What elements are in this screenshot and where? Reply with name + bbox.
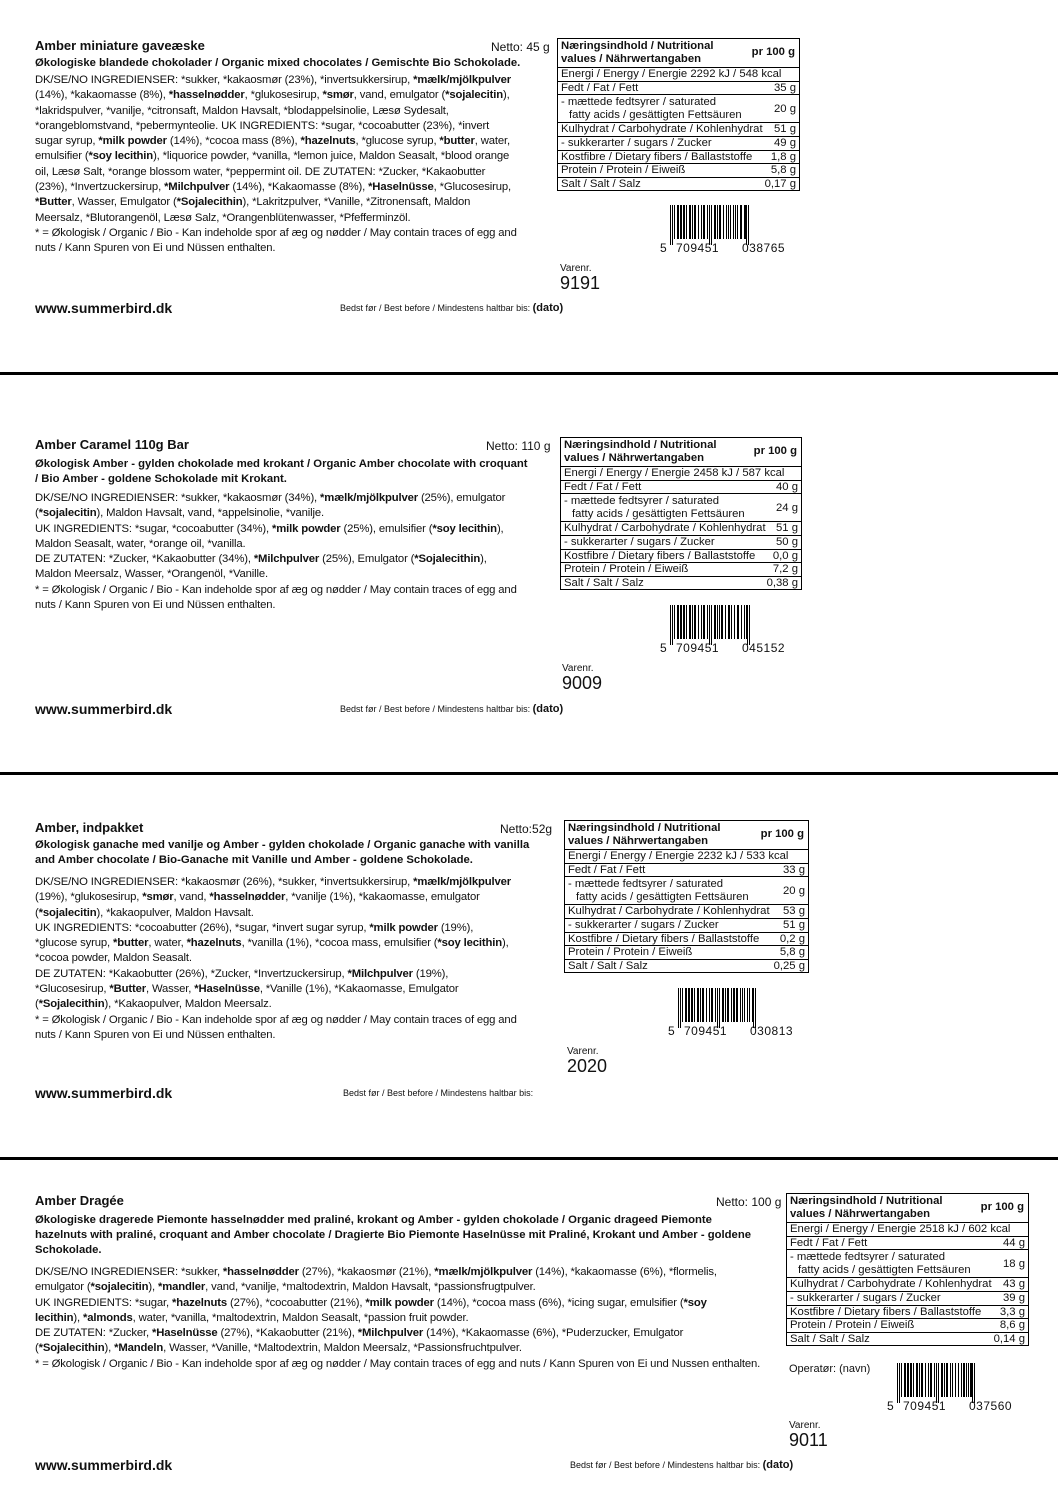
per-100g: pr 100 g <box>753 445 797 457</box>
nutrition-header-line: values / Nährwertangaben <box>564 451 705 464</box>
nutrition-label: - sukkerarter / sugars / Zucker <box>568 918 719 931</box>
product-label-3 <box>0 775 1058 1157</box>
website-link[interactable]: www.summerbird.dk <box>35 300 173 316</box>
nutrition-table <box>557 38 800 191</box>
best-before <box>340 703 563 715</box>
nutrition-value: 0,38 g <box>766 576 798 589</box>
barcode-digits-right: 037560 <box>969 1399 1013 1413</box>
per-100g: pr 100 g <box>751 46 795 58</box>
nutrition-label: Protein / Protein / Eiweiß <box>790 1319 915 1332</box>
nutrition-value: 18 g <box>1003 1257 1025 1270</box>
ingredient-line: * = Økologisk / Organic / Bio - Kan indeholde spor af æg og nødder / May contain traces of egg and nuts / Kann Spuren von Ei und Nussen enthalten. <box>35 1357 761 1370</box>
subtitle-line: Økologiske blandede chokolader / Organic mixed chocolates / Gemischte Bio Schokolade. <box>35 57 521 69</box>
ingredient-line: * = Økologisk / Organic / Bio - Kan indeholde spor af æg og nødder / May contain traces of egg and <box>35 226 517 239</box>
ingredient-line: (*sojalecitin), *kakaopulver, Maldon Havsalt. <box>35 906 254 919</box>
barcode-digits-right: 045152 <box>742 641 786 655</box>
barcode <box>887 1363 1029 1415</box>
nutrition-value: 0,2 g <box>779 932 805 945</box>
subtitle-line: Økologiske dragerede Piemonte hasselnødder med praliné, krokant og Amber - gylden chokolade / Organic drageed Piemonte <box>35 1214 712 1226</box>
nutrition-row <box>561 550 801 564</box>
nutrition-value: 24 g <box>776 501 798 514</box>
barcode-bars <box>678 988 810 1022</box>
nutrition-row <box>561 536 801 550</box>
ingredient-line: DK/SE/NO INGREDIENSER: *sukker, *kakaosmør (34%), *mælk/mjölkpulver (25%), emulgator <box>35 492 506 504</box>
nutrition-header-line: Næringsindhold / Nutritional <box>564 439 717 451</box>
nutrition-value: 3,3 g <box>999 1305 1025 1318</box>
net-weight: Netto: 100 g <box>716 1195 782 1209</box>
nutrition-table <box>560 437 802 590</box>
nutrition-value: 5,8 g <box>770 164 796 177</box>
barcode-digit-first: 5 <box>887 1399 895 1413</box>
nutrition-label: Energi / Energy / Energie 2232 kJ / 533 kcal <box>568 850 789 863</box>
nutrition-table <box>564 820 809 973</box>
barcode-bars <box>670 605 802 639</box>
nutrition-label: Protein / Protein / Eiweiß <box>568 946 693 959</box>
nutrition-label: - mættede fedtsyrer / saturated fatty acids / gesättigten Fettsäuren <box>568 878 749 903</box>
subtitle-line: Økologisk ganache med vanilje og Amber - gylden chokolade / Organic ganache with vanilla <box>35 839 530 851</box>
item-number-label: Varenr. <box>567 1046 599 1057</box>
nutrition-label: Energi / Energy / Energie 2292 kJ / 548 kcal <box>561 68 782 81</box>
nutrition-label: Fedt / Fat / Fett <box>564 480 642 493</box>
product-subtitle <box>35 838 565 868</box>
subtitle-line: hazelnuts with praliné, croquant and Amber chocolate / Dragierte Bio Piemonte Haselnüsse mit Praliné, Krokant und Amber - goldene <box>35 1229 752 1241</box>
nutrition-value: 0,14 g <box>993 1332 1025 1345</box>
nutrition-row <box>558 68 799 82</box>
nutrition-label: - mættede fedtsyrer / saturated fatty acids / gesättigten Fettsäuren <box>561 96 742 121</box>
ingredient-line: nuts / Kann Spuren von Ei und Nüssen enthalten. <box>35 599 276 612</box>
nutrition-value: 44 g <box>1003 1236 1025 1249</box>
nutrition-row <box>787 1237 1028 1251</box>
nutrition-label: Energi / Energy / Energie 2518 kJ / 602 kcal <box>790 1223 1011 1236</box>
nutrition-row <box>561 494 801 522</box>
nutrition-row <box>787 1223 1028 1237</box>
nutrition-label: - mættede fedtsyrer / saturated fatty acids / gesättigten Fettsäuren <box>564 495 745 520</box>
nutrition-value: 51 g <box>774 123 796 136</box>
item-number <box>567 1046 607 1075</box>
ingredient-line: * = Økologisk / Organic / Bio - Kan indeholde spor af æg og nødder / May contain traces of egg and <box>35 583 517 596</box>
item-number-value: 9191 <box>560 273 601 293</box>
subtitle-line: / Bio Amber - goldene Schokolade mit Krokant. <box>35 473 287 485</box>
nutrition-value: 39 g <box>1003 1291 1025 1304</box>
nutrition-header-line: Næringsindhold / Nutritional <box>790 1195 943 1207</box>
nutrition-value: 53 g <box>783 905 805 918</box>
subtitle-line: and Amber chocolate / Bio-Ganache mit Vanille und Amber - goldene Schokolade. <box>35 854 473 866</box>
nutrition-label: - mættede fedtsyrer / saturated fatty acids / gesättigten Fettsäuren <box>790 1251 971 1276</box>
net-weight: Netto: 45 g <box>491 40 550 54</box>
nutrition-value: 51 g <box>776 522 798 535</box>
best-before-value: (dato) <box>532 703 564 715</box>
nutrition-value: 49 g <box>774 136 796 149</box>
nutrition-row <box>561 577 801 590</box>
barcode-digit-first: 5 <box>660 241 668 255</box>
ingredient-line: (23%), *Invertzuckersirup, *Milchpulver (14%), *Kakaomasse (8%), *Haselnüsse, *Glucosesirup, <box>35 181 511 194</box>
nutrition-value: 51 g <box>783 918 805 931</box>
nutrition-header <box>787 1194 1028 1223</box>
best-before-value: (dato) <box>762 1459 794 1471</box>
ingredients <box>35 1265 785 1372</box>
nutrition-row <box>565 946 808 960</box>
nutrition-header-line: values / Nährwertangaben <box>568 834 709 847</box>
ingredient-line: Maldon Seasalt, water, *orange oil, *vanilla. <box>35 537 246 550</box>
barcode-digits-left: 709451 <box>676 241 720 255</box>
nutrition-label: Kulhydrat / Carbohydrate / Kohlenhydrat <box>561 123 763 136</box>
ingredient-line: DE ZUTATEN: *Zucker, *Haselnüsse (27%), *Kakaobutter (21%), *Milchpulver (14%), *Kakaomasse (6%), *Puderzucker, Emulgator <box>35 1327 684 1340</box>
nutrition-value: 0,17 g <box>764 177 796 190</box>
best-before-label: Bedst før / Best before / Mindestens haltbar bis: <box>340 704 531 714</box>
best-before-label: Bedst før / Best before / Mindestens haltbar bis: <box>340 303 531 313</box>
nutrition-row <box>558 82 799 96</box>
nutrition-row <box>558 151 799 165</box>
operator-field: Operatør: (navn) <box>789 1363 871 1375</box>
ingredient-line: DE ZUTATEN: *Kakaobutter (26%), *Zucker, *Invertzuckersirup, *Milchpulver (19%), <box>35 967 449 980</box>
nutrition-value: 7,2 g <box>772 563 798 576</box>
nutrition-label: - sukkerarter / sugars / Zucker <box>561 136 712 149</box>
nutrition-label: - sukkerarter / sugars / Zucker <box>790 1291 941 1304</box>
ingredient-line: *cocoa powder, Maldon Seasalt. <box>35 952 192 965</box>
product-label-4 <box>0 1160 1058 1497</box>
nutrition-row <box>561 467 801 481</box>
nutrition-label: Kostfibre / Dietary fibers / Ballaststoffe <box>564 549 756 562</box>
ingredient-line: UK INGREDIENTS: *cocoabutter (26%), *sugar, *invert sugar syrup, *milk powder (19%), <box>35 921 474 934</box>
nutrition-row <box>558 95 799 123</box>
product-label-1 <box>0 0 1058 372</box>
barcode-digits-right: 030813 <box>750 1024 794 1038</box>
nutrition-label: Kulhydrat / Carbohydrate / Kohlenhydrat <box>564 522 766 535</box>
nutrition-label: Salt / Salt / Salz <box>568 959 648 972</box>
ingredient-line: (*sojalecitin), Maldon Havsalt, vand, *appelsinolie, *vanilje. <box>35 507 324 520</box>
product-title: Amber Caramel 110g Bar <box>35 437 189 452</box>
barcode-bars <box>670 205 800 239</box>
subtitle-line: Økologisk Amber - gylden chokolade med krokant / Organic Amber chocolate with croquant <box>35 458 528 470</box>
website-link[interactable]: www.summerbird.dk <box>35 701 173 717</box>
ingredient-line: emulgator (*sojalecitin), *mandler, vand, *vanilje, *maltodextrin, Maldon Havsalt, *passionsfrugtpulver. <box>35 1281 536 1294</box>
best-before-label: Bedst før / Best before / Mindestens haltbar bis: <box>570 1460 761 1470</box>
item-number-value: 9011 <box>789 1430 828 1450</box>
nutrition-label: Salt / Salt / Salz <box>561 177 641 190</box>
ingredients <box>35 875 565 1043</box>
item-number-label: Varenr. <box>560 263 592 274</box>
nutrition-header-line: Næringsindhold / Nutritional <box>561 40 714 52</box>
barcode <box>660 205 800 257</box>
nutrition-header-line: values / Nährwertangaben <box>790 1207 931 1220</box>
best-before <box>340 302 563 314</box>
item-number <box>560 263 600 292</box>
nutrition-row <box>565 850 808 864</box>
net-weight: Netto: 110 g <box>486 439 551 453</box>
nutrition-row <box>787 1250 1028 1278</box>
nutrition-value: 20 g <box>774 102 796 115</box>
barcode-digits-left: 709451 <box>676 641 720 655</box>
nutrition-value: 8,6 g <box>999 1319 1025 1332</box>
per-100g: pr 100 g <box>760 828 804 840</box>
nutrition-row <box>565 877 808 905</box>
ingredient-line: sugar syrup, *milk powder (14%), *cocoa mass (8%), *hazelnuts, *glucose syrup, *butter, water, <box>35 135 510 148</box>
nutrition-value: 1,8 g <box>770 150 796 163</box>
barcode-digit-first: 5 <box>668 1024 676 1038</box>
ingredient-line: lecithin), *almonds, water, *vanilla, *maltodextrin, Maldon Seasalt, *passion fruit powder. <box>35 1311 469 1324</box>
nutrition-value: 33 g <box>783 863 805 876</box>
ingredient-line: *lakridspulver, *vanilje, *citronsaft, Maldon Havsalt, *blodappelsinolie, Læsø Sydesalt, <box>35 104 449 117</box>
barcode <box>660 605 802 657</box>
nutrition-row <box>561 481 801 495</box>
ingredient-line: nuts / Kann Spuren von Ei und Nüssen enthalten. <box>35 1028 276 1041</box>
nutrition-value: 20 g <box>783 884 805 897</box>
item-number <box>562 663 602 692</box>
ingredient-line: *glucose syrup, *butter, water, *hazelnuts, *vanilla (1%), *cocoa mass, emulsifier (*soy lecithin), <box>35 937 509 950</box>
nutrition-label: Energi / Energy / Energie 2458 kJ / 587 kcal <box>564 467 785 480</box>
best-before <box>343 1087 533 1099</box>
nutrition-row <box>787 1306 1028 1320</box>
nutrition-row <box>558 137 799 151</box>
nutrition-table <box>786 1193 1029 1346</box>
nutrition-header <box>561 438 801 467</box>
nutrition-row <box>787 1292 1028 1306</box>
barcode-digit-first: 5 <box>660 641 668 655</box>
best-before-label: Bedst før / Best before / Mindestens haltbar bis: <box>343 1088 534 1098</box>
product-subtitle <box>35 457 560 487</box>
item-number-value: 9009 <box>562 673 603 693</box>
barcode-bars <box>897 1363 1029 1397</box>
ingredient-line: DK/SE/NO INGREDIENSER: *kakaosmør (26%), *sukker, *invertsukkersirup, *mælk/mjölkpulver <box>35 876 511 888</box>
nutrition-label: Fedt / Fat / Fett <box>568 863 646 876</box>
ingredient-line: oil, Læsø Salt, *orange blossom water, *peppermint oil. DE ZUTATEN: *Zucker, *Kakaobutter <box>35 165 486 178</box>
nutrition-label: Salt / Salt / Salz <box>564 576 644 589</box>
item-number <box>789 1420 828 1449</box>
nutrition-row <box>787 1319 1028 1333</box>
nutrition-row <box>558 123 799 137</box>
nutrition-row <box>565 864 808 878</box>
best-before <box>570 1459 793 1471</box>
net-weight: Netto:52g <box>500 822 553 836</box>
nutrition-label: Protein / Protein / Eiweiß <box>561 164 686 177</box>
ingredient-line: emulsifier (*soy lecithin), *liquorice powder, *vanilla, *lemon juice, Maldon Seasalt, *blood orange <box>35 150 510 163</box>
item-number-value: 2020 <box>567 1056 608 1076</box>
website-link[interactable]: www.summerbird.dk <box>35 1085 173 1101</box>
ingredient-line: UK INGREDIENTS: *sugar, *cocoabutter (34%), *milk powder (25%), emulsifier (*soy lecithin), <box>35 522 504 535</box>
ingredient-line: (19%), *glukosesirup, *smør, vand, *hasselnødder, *vanilje (1%), *kakaomasse, emulgator <box>35 891 480 904</box>
nutrition-row <box>787 1333 1028 1346</box>
nutrition-row <box>565 933 808 947</box>
ingredient-line: * = Økologisk / Organic / Bio - Kan indeholde spor af æg og nødder / May contain traces of egg and <box>35 1013 517 1026</box>
barcode <box>668 988 810 1040</box>
product-title: Amber Dragée <box>35 1193 124 1208</box>
website-link[interactable]: www.summerbird.dk <box>35 1457 173 1473</box>
nutrition-row <box>561 522 801 536</box>
nutrition-row <box>558 178 799 191</box>
ingredient-line: DE ZUTATEN: *Zucker, *Kakaobutter (34%), *Milchpulver (25%), Emulgator (*Sojalecithin), <box>35 553 487 566</box>
nutrition-label: Fedt / Fat / Fett <box>561 81 639 94</box>
ingredient-line: *Glucosesirup, *Butter, Wasser, *Haselnüsse, *Vanille (1%), *Kakaomasse, Emulgator <box>35 983 459 996</box>
nutrition-header-line: values / Nährwertangaben <box>561 52 702 65</box>
barcode-digits-left: 709451 <box>903 1399 947 1413</box>
nutrition-header-line: Næringsindhold / Nutritional <box>568 822 721 834</box>
nutrition-value: 5,8 g <box>779 946 805 959</box>
nutrition-label: Salt / Salt / Salz <box>790 1332 870 1345</box>
nutrition-value: 43 g <box>1003 1278 1025 1291</box>
ingredient-line: nuts / Kann Spuren von Ei und Nüssen enthalten. <box>35 242 276 255</box>
nutrition-value: 50 g <box>776 535 798 548</box>
product-label-2 <box>0 375 1058 772</box>
nutrition-row <box>558 164 799 178</box>
product-title: Amber, indpakket <box>35 820 144 835</box>
nutrition-label: Kostfibre / Dietary fibers / Ballaststoffe <box>568 932 760 945</box>
nutrition-row <box>787 1278 1028 1292</box>
best-before-value: (dato) <box>532 302 564 314</box>
nutrition-header <box>565 821 808 850</box>
ingredient-line: *Butter, Wasser, Emulgator (*Sojalecithin), *Lakritzpulver, *Vanille, *Zitronensaft, Maldon <box>35 196 471 209</box>
ingredient-line: (*Sojalecithin), *Kakaopulver, Maldon Meersalz. <box>35 998 272 1011</box>
ingredients <box>35 491 560 613</box>
nutrition-label: Fedt / Fat / Fett <box>790 1236 868 1249</box>
nutrition-row <box>565 905 808 919</box>
nutrition-label: Kulhydrat / Carbohydrate / Kohlenhydrat <box>568 905 770 918</box>
ingredient-line: *orangeblomstvand, *pebermynteolie. UK INGREDIENTS: *sugar, *cocoabutter (23%), *invert <box>35 119 490 132</box>
nutrition-label: Kostfibre / Dietary fibers / Ballaststoffe <box>790 1305 982 1318</box>
ingredient-line: (*Sojalecithin), *Mandeln, Wasser, *Vanille, *Maltodextrin, Maldon Meersalz, *Passionsfruchtpulver. <box>35 1342 522 1355</box>
per-100g: pr 100 g <box>980 1201 1024 1213</box>
ingredient-line: (14%), *kakaomasse (8%), *hasselnødder, *glukosesirup, *smør, vand, emulgator (*sojalecitin), <box>35 89 510 102</box>
product-subtitle <box>35 1213 785 1258</box>
ingredient-line: DK/SE/NO INGREDIENSER: *sukker, *kakaosmør (23%), *invertsukkersirup, *mælk/mjölkpulver <box>35 74 511 86</box>
nutrition-header <box>558 39 799 68</box>
subtitle-line: Schokolade. <box>35 1244 102 1256</box>
nutrition-value: 35 g <box>774 81 796 94</box>
nutrition-row <box>565 960 808 973</box>
nutrition-value: 0,25 g <box>773 959 805 972</box>
barcode-digits-right: 038765 <box>742 241 786 255</box>
nutrition-value: 40 g <box>776 480 798 493</box>
nutrition-row <box>561 563 801 577</box>
item-number-label: Varenr. <box>562 663 594 674</box>
barcode-digits-left: 709451 <box>684 1024 728 1038</box>
nutrition-value: 0,0 g <box>772 549 798 562</box>
nutrition-label: - sukkerarter / sugars / Zucker <box>564 535 715 548</box>
nutrition-label: Kulhydrat / Carbohydrate / Kohlenhydrat <box>790 1278 992 1291</box>
product-title: Amber miniature gaveæske <box>35 38 205 53</box>
ingredient-line: UK INGREDIENTS: *sugar, *hazelnuts (27%), *cocoabutter (21%), *milk powder (14%), *cocoa mass (6%), *icing sugar, emulsifier (*soy <box>35 1296 707 1309</box>
ingredients <box>35 73 560 257</box>
nutrition-row <box>565 919 808 933</box>
product-subtitle <box>35 56 555 71</box>
ingredient-line: Meersalz, *Blutorangenöl, Læsø Salz, *Orangenblütenwasser, *Pfefferminzöl. <box>35 211 411 224</box>
item-number-label: Varenr. <box>789 1420 821 1431</box>
ingredient-line: DK/SE/NO INGREDIENSER: *sukker, *hasselnødder (27%), *kakaosmør (21%), *mælk/mjölkpulver (14%), *kakaomasse (6%), *flormelis, <box>35 1266 717 1278</box>
ingredient-line: Maldon Meersalz, Wasser, *Orangenöl, *Vanille. <box>35 568 268 581</box>
nutrition-label: Protein / Protein / Eiweiß <box>564 563 689 576</box>
nutrition-label: Kostfibre / Dietary fibers / Ballaststoffe <box>561 150 753 163</box>
